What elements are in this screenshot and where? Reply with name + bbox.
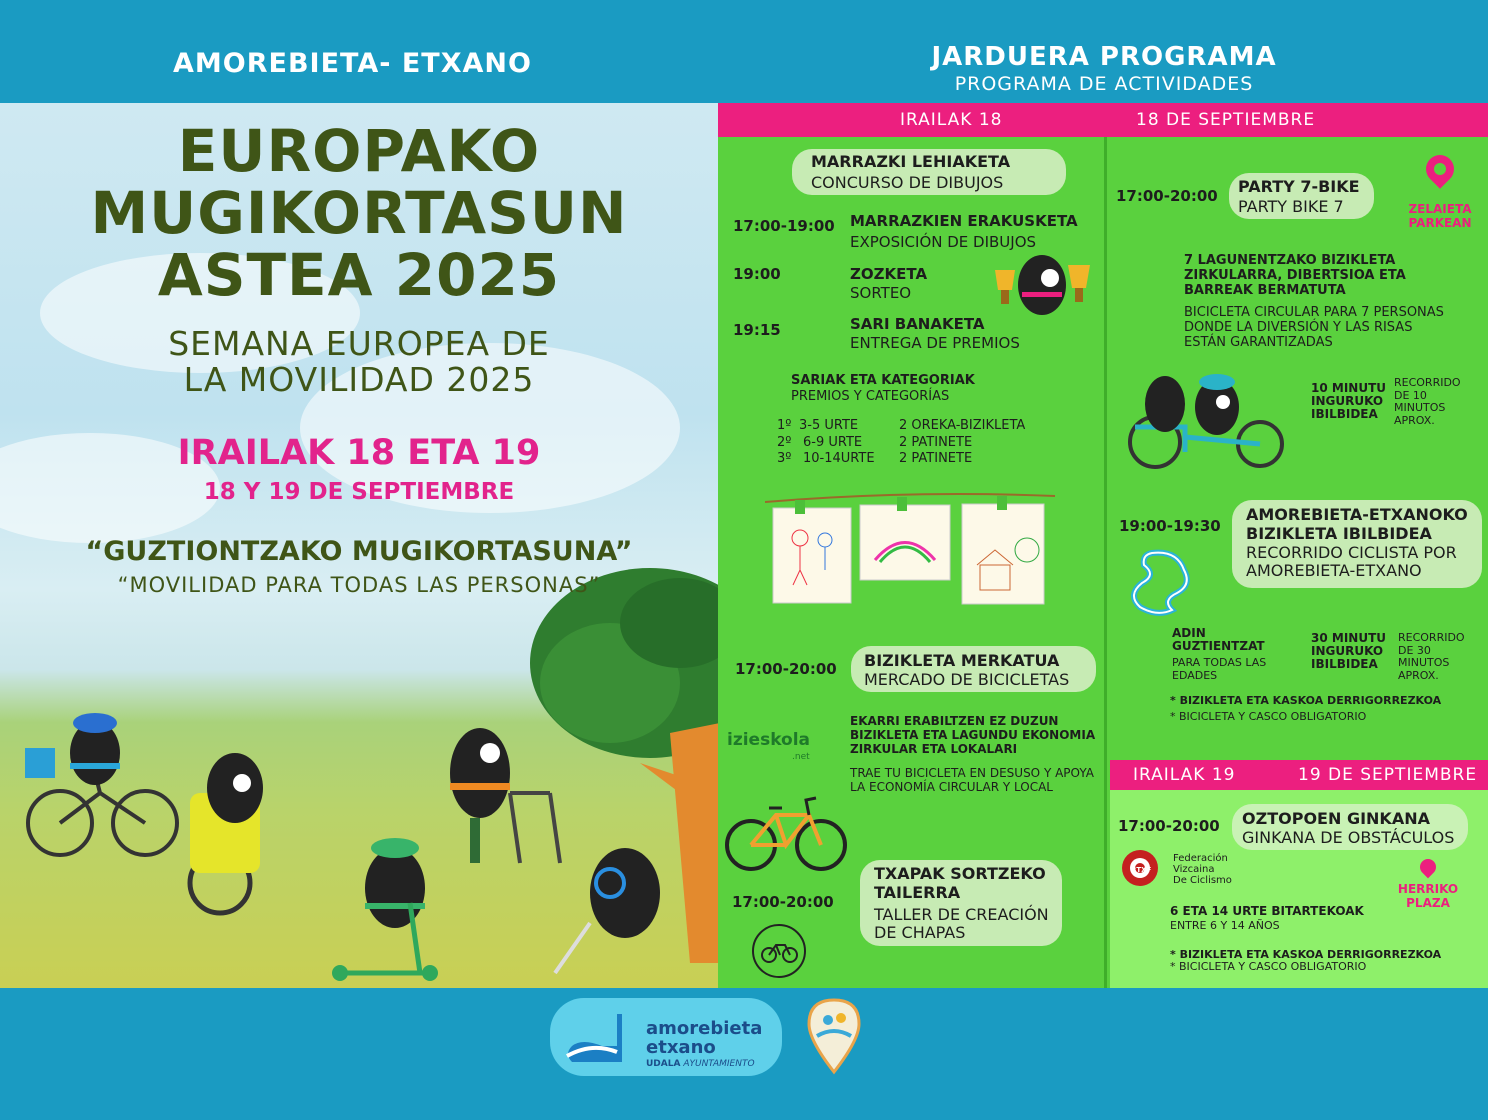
- town-header: AMOREBIETA- ETXANO: [173, 48, 532, 79]
- poster-subtitle-line: SEMANA EUROPEA DE: [168, 324, 550, 363]
- town-logo-mark: [562, 1012, 637, 1068]
- badge-bike-icon: [750, 922, 808, 980]
- party-bike-illustration: [1125, 372, 1290, 472]
- party-location: ZELAIETA PARKEAN: [1408, 202, 1472, 230]
- schedule-item-es: ENTREGA DE PREMIOS: [850, 334, 1020, 352]
- prize-row: [777, 418, 1077, 435]
- market-title-es: MERCADO DE BICICLETAS: [864, 670, 1070, 689]
- poster-slogan-eu: “GUZTIONTZAKO MUGIKORTASUNA”: [85, 536, 633, 567]
- location-pin-icon: [1434, 163, 1446, 175]
- route-title-es: RECORRIDO CICLISTA POR AMOREBIETA-ETXANO: [1246, 543, 1457, 580]
- federation-name: [1173, 853, 1232, 886]
- prizes-title-es: PREMIOS Y CATEGORÍAS: [791, 389, 950, 404]
- market-title-eu: BIZIKLETA MERKATUA: [864, 651, 1060, 670]
- prize-place: 1º: [777, 418, 792, 433]
- mobility-week-logo: [803, 996, 865, 1076]
- prize-age: 6-9 URTE: [803, 434, 863, 450]
- ginkana-note-es: * BICICLETA Y CASCO OBLIGATORIO: [1170, 960, 1367, 973]
- prize-age: 3-5 URTE: [799, 418, 859, 433]
- ginkana-ages-eu: 6 ETA 14 URTE BITARTEKOAK: [1170, 904, 1364, 918]
- prize-place: 2º: [777, 434, 792, 450]
- program-subtitle: PROGRAMA DE ACTIVIDADES: [954, 73, 1254, 95]
- ginkana-ages-es: ENTRE 6 Y 14 AÑOS: [1170, 919, 1280, 932]
- poster-title-line: MUGIKORTASUN: [90, 179, 628, 247]
- route-map-icon: [1122, 545, 1197, 620]
- poster-title-line: ASTEA 2025: [157, 241, 561, 309]
- prizes-title-eu: SARIAK ETA KATEGORIAK: [791, 373, 975, 388]
- prize-item: 2 OREKA-BIZIKLETA: [899, 418, 1026, 433]
- route-title-eu: AMOREBIETA-ETXANOKO BIZIKLETA IBILBIDEA: [1246, 505, 1468, 543]
- bizieskola-logo-text: izieskola: [727, 730, 811, 750]
- day2-label-eu: IRAILAK 19: [1133, 765, 1236, 785]
- federation-name-line: De Ciclismo: [1173, 875, 1232, 886]
- schedule-item-es: SORTEO: [850, 284, 912, 302]
- schedule-item-eu: ZOZKETA: [850, 265, 928, 283]
- schedule-time: 17:00-19:00: [733, 217, 835, 235]
- town-logo-udala: UDALA: [646, 1059, 681, 1069]
- orange-bike-illustration: [724, 790, 849, 872]
- bizieskola-logo: [727, 730, 837, 770]
- party-desc-eu: 7 LAGUNENTZAKO BIZIKLETA ZIRKULARRA, DIBERTSIOA ETA BARREAK BERMATUTA: [1184, 253, 1406, 298]
- schedule-time: 19:15: [733, 321, 781, 339]
- town-logo-line: amorebieta: [646, 1018, 763, 1039]
- program-title: JARDUERA PROGRAMA: [931, 42, 1277, 72]
- ginkana-note-eu: * BIZIKLETA ETA KASKOA DERRIGORREZKOA: [1170, 948, 1442, 961]
- party-duration-es: RECORRIDO DE 10 MINUTOS APROX.: [1394, 376, 1461, 427]
- prize-categories: [777, 418, 1077, 468]
- drawing-contest-title-eu: MARRAZKI LEHIAKETA: [811, 152, 1011, 171]
- party-time: 17:00-20:00: [1116, 187, 1218, 205]
- ginkana-time: 17:00-20:00: [1118, 817, 1220, 835]
- day1-label-es: 18 DE SEPTIEMBRE: [1136, 110, 1316, 130]
- poster-title: [0, 117, 718, 309]
- trophy-mascot-illustration: [990, 250, 1095, 328]
- ginkana-location: HERRIKO PLAZA: [1397, 882, 1459, 910]
- market-desc-es: TRAE TU BICICLETA EN DESUSO Y APOYA LA ECONOMÍA CIRCULAR Y LOCAL: [850, 766, 1094, 794]
- day2-label-es: 19 DE SEPTIEMBRE: [1298, 765, 1478, 785]
- party-desc-es: BICICLETA CIRCULAR PARA 7 PERSONAS DONDE LA DIVERSIÓN Y LAS RISAS ESTÁN GARANTIZADAS: [1184, 305, 1444, 350]
- town-logo-subtitle: [646, 1059, 755, 1069]
- prize-place: 3º: [777, 451, 792, 466]
- route-ages-eu: ADIN GUZTIENTZAT: [1172, 626, 1265, 653]
- route-note-es: * BICICLETA Y CASCO OBLIGATORIO: [1170, 710, 1367, 723]
- federation-abbr: BTXF: [1131, 866, 1152, 874]
- schedule-time: 19:00: [733, 265, 781, 283]
- poster-subtitle-line: LA MOVILIDAD 2025: [183, 360, 535, 399]
- route-ages-es: PARA TODAS LAS EDADES: [1172, 656, 1267, 682]
- poster-date-es: 18 Y 19 DE SEPTIEMBRE: [203, 479, 515, 505]
- prize-item: 2 PATINETE: [899, 451, 973, 466]
- workshop-title-eu: TXAPAK SORTZEKO TAILERRA: [874, 864, 1046, 902]
- route-duration-eu: 30 MINUTU INGURUKO IBILBIDEA: [1311, 631, 1386, 671]
- party-duration-eu: 10 MINUTU INGURUKO IBILBIDEA: [1311, 381, 1386, 421]
- prize-age: 10-14URTE: [803, 451, 875, 466]
- characters-illustration: [20, 713, 680, 983]
- day1-bar: [718, 103, 1488, 137]
- party-title-eu: PARTY 7-BIKE: [1238, 177, 1360, 196]
- federation-name-line: Vizcaina: [1173, 864, 1215, 875]
- poster-date-eu: IRAILAK 18 ETA 19: [177, 433, 541, 473]
- route-note-eu: * BIZIKLETA ETA KASKOA DERRIGORREZKOA: [1170, 694, 1442, 707]
- schedule-item-eu: MARRAZKIEN ERAKUSKETA: [850, 212, 1078, 230]
- town-logo-text: [646, 1019, 762, 1057]
- route-time: 19:00-19:30: [1119, 517, 1221, 535]
- prize-row: [777, 451, 1077, 468]
- ginkana-title-eu: OZTOPOEN GINKANA: [1242, 809, 1430, 828]
- party-title-es: PARTY BIKE 7: [1238, 197, 1344, 216]
- market-desc-eu: EKARRI ERABILTZEN EZ DUZUN BIZIKLETA ETA LAGUNDU EKONOMIA ZIRKULAR ETA LOKALARI: [850, 714, 1096, 756]
- market-time: 17:00-20:00: [735, 660, 837, 678]
- column-divider: [1104, 137, 1107, 988]
- poster-title-line: EUROPAKO: [177, 117, 541, 185]
- route-duration-es: RECORRIDO DE 30 MINUTOS APROX.: [1398, 631, 1465, 682]
- prize-item: 2 PATINETE: [899, 434, 973, 450]
- bizieskola-logo-net: .net: [792, 752, 810, 762]
- drawing-contest-title-es: CONCURSO DE DIBUJOS: [811, 173, 1004, 192]
- schedule-item-eu: SARI BANAKETA: [850, 315, 985, 333]
- federation-name-line: Federación: [1173, 853, 1228, 864]
- workshop-title-es: TALLER DE CREACIÓN DE CHAPAS: [874, 905, 1049, 942]
- poster-subtitle: [0, 326, 718, 398]
- town-logo-ayuntamiento: AYUNTAMIENTO: [683, 1059, 755, 1069]
- poster-slogan-es: “MOVILIDAD PARA TODAS LAS PERSONAS”: [117, 573, 601, 597]
- poster-panel: [0, 103, 718, 988]
- ginkana-title-es: GINKANA DE OBSTÁCULOS: [1242, 828, 1455, 847]
- workshop-time: 17:00-20:00: [732, 893, 834, 911]
- day1-label-eu: IRAILAK 18: [900, 110, 1003, 130]
- schedule-item-es: EXPOSICIÓN DE DIBUJOS: [850, 233, 1037, 251]
- prize-row: [777, 435, 1077, 452]
- town-logo-line: etxano: [646, 1037, 716, 1058]
- drawings-clothesline-illustration: [765, 490, 1060, 608]
